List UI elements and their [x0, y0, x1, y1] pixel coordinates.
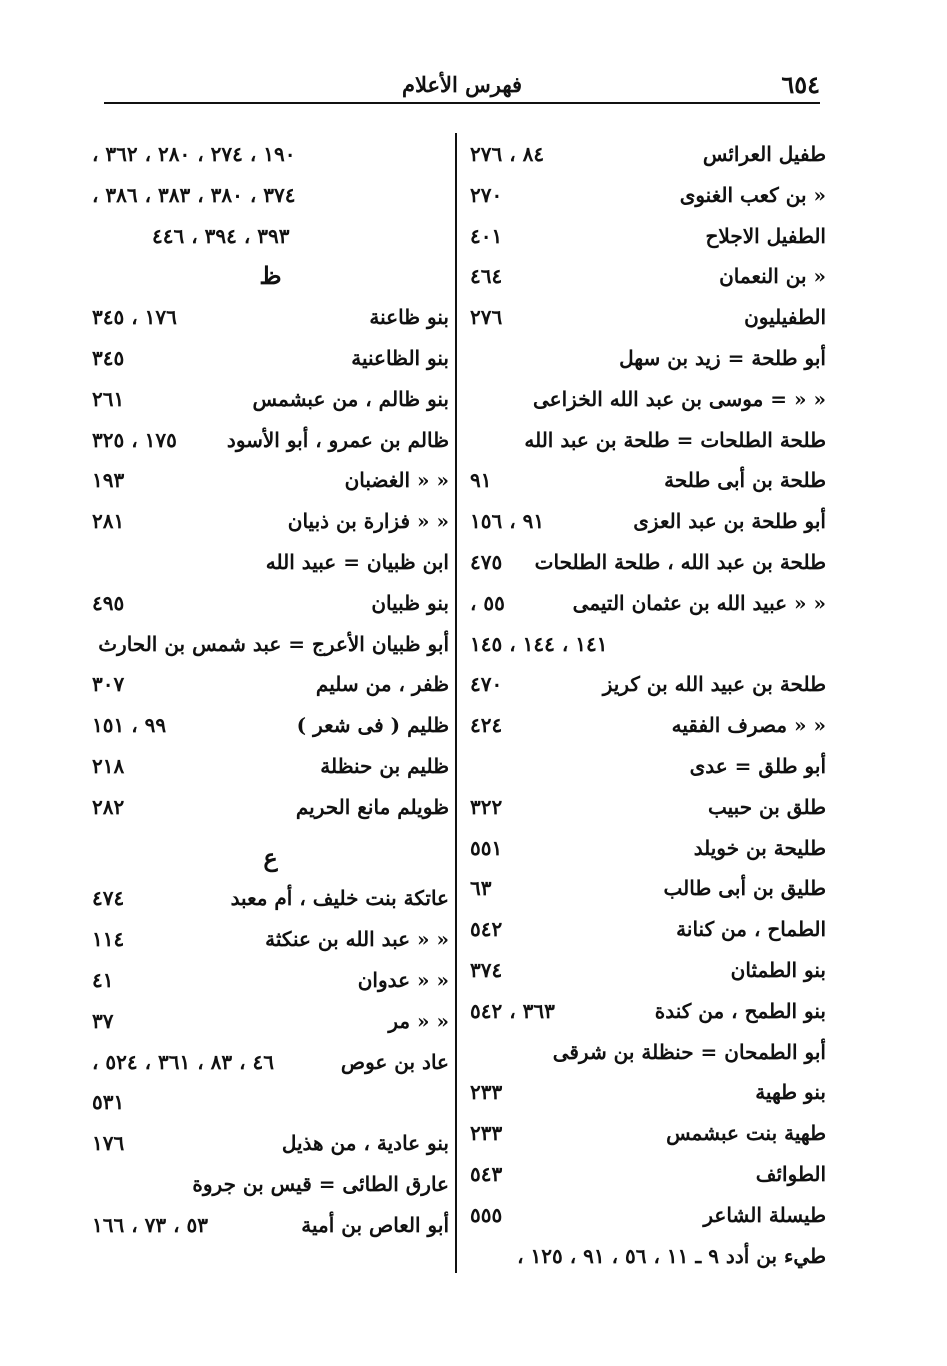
index-entry — [470, 991, 826, 1032]
index-entry — [92, 705, 449, 746]
entry-name: طلق بن حبيب — [707, 794, 826, 819]
entry-pages: ٦٣ — [470, 876, 492, 901]
index-entry — [92, 338, 449, 379]
entry-name: أبو ظبيان الأعرج = عبد شمس بن الحارث — [98, 631, 449, 656]
index-entry — [470, 379, 826, 420]
index-entry — [92, 583, 449, 624]
entry-name: « « عبد الله بن عنكثة — [265, 927, 449, 952]
index-entry — [470, 624, 826, 665]
index-entry — [470, 909, 826, 950]
index-entry — [92, 420, 449, 461]
entry-name: طيسلة الشاعر — [703, 1202, 826, 1227]
entry-name: ظليم بن حنظلة — [320, 753, 449, 778]
index-entry — [92, 460, 449, 501]
entry-name: « « = موسى بن عبد الله الخزاعى — [533, 386, 826, 411]
entry-pages: ٥٤٢ — [470, 917, 503, 942]
index-entry — [92, 1082, 449, 1123]
entry-pages: ٢١٨ — [92, 753, 125, 778]
entry-name: طليق بن أبى طالب — [663, 876, 826, 901]
entry-name: بنو ظاعنة — [369, 305, 449, 330]
index-entry — [92, 1164, 449, 1205]
index-entry — [470, 1236, 826, 1277]
entry-pages: ١٧٥ ، ٣٢٥ — [92, 427, 177, 452]
entry-pages: ٨٤ ، ٢٧٦ — [470, 142, 545, 166]
entry-name: طلحة الطلحات = طلحة بن عبد الله — [524, 427, 826, 452]
index-entry — [92, 787, 449, 828]
index-entry — [470, 1113, 826, 1154]
index-entry — [470, 420, 826, 461]
index-entry — [92, 379, 449, 420]
index-entry — [470, 1032, 826, 1073]
entry-name: الطفيل الاجلاح — [705, 223, 826, 248]
entry-name: ظليم ( فى شعر ) — [296, 713, 449, 738]
section-letter: ع — [263, 842, 278, 872]
entry-name: أبو الطمحان = حنظلة بن شرقى — [552, 1039, 826, 1064]
index-entry — [92, 1001, 449, 1042]
section-letter: ظ — [259, 261, 282, 291]
entry-pages: ٢٣٣ — [470, 1121, 503, 1146]
entry-name: ظالم بن عمرو ، أبو الأسود — [226, 427, 449, 452]
continuation-line: ٣٩٣ ، ٣٩٤ ، ٤٤٦ — [152, 223, 290, 248]
entry-name: « بن كعب الغنوى — [679, 182, 826, 207]
page-number: ٦٥٤ — [781, 70, 820, 99]
entry-pages: ٢٦١ — [92, 386, 125, 411]
index-entry — [92, 624, 449, 665]
entry-pages: ٢٨١ — [92, 509, 125, 534]
entry-name: بنو طهية — [755, 1080, 826, 1105]
entry-pages: ٥٥٥ — [470, 1202, 503, 1227]
entry-pages: ٢٧٠ — [470, 182, 503, 207]
index-entry — [92, 746, 449, 787]
entry-name: « « مر — [388, 1008, 449, 1033]
entry-pages: ٥٥١ — [470, 835, 503, 860]
entry-name: الطفيليون — [744, 305, 826, 330]
entry-pages: ٤٧٠ — [470, 672, 503, 697]
index-entry — [470, 542, 826, 583]
entry-name: أبو طلق = عدى — [689, 753, 826, 778]
entry-pages: ١٩٣ — [92, 468, 125, 493]
index-entry — [470, 828, 826, 869]
index-entry — [92, 1205, 449, 1246]
column-divider — [455, 133, 457, 1273]
index-entry — [92, 919, 449, 960]
entry-pages: ٥٥ ، — [470, 590, 505, 615]
index-entry — [92, 501, 449, 542]
right-column — [470, 134, 826, 1276]
entry-name: ظفر ، من سليم — [315, 672, 449, 697]
entry-name: الطماح ، من كنانة — [676, 917, 826, 942]
entry-name: « بن النعمان — [719, 264, 826, 289]
index-entry — [470, 583, 826, 624]
entry-name: ابن ظبيان = عبيد الله — [265, 549, 449, 574]
entry-name: عاتكة بنت خليف ، أم معبد — [230, 886, 449, 911]
entry-name: أبو طلحة = زيد بن سهل — [619, 345, 826, 370]
entry-pages: ٣٦٣ ، ٥٤٢ — [470, 998, 555, 1023]
entry-pages: ٥٤٣ — [470, 1161, 503, 1186]
index-entry — [470, 664, 826, 705]
running-title: فهرس الأعلام — [401, 72, 523, 97]
entry-name: « « عبيد الله بن عثمان التيمى — [572, 590, 826, 615]
entry-pages: ٩١ ، ١٥٦ — [470, 509, 545, 534]
entry-name: طلحة بن عبد الله ، طلحة الطلحات — [534, 549, 826, 574]
entry-pages: ٢٨٢ — [92, 794, 125, 819]
entry-pages: ٤٦ ، ٨٣ ، ٣٦١ ، ٥٢٤ ، — [92, 1049, 275, 1074]
entry-pages: ٤٧٥ — [470, 549, 503, 574]
index-entry — [470, 868, 826, 909]
entry-name: طلحة بن عبيد الله بن كريز — [602, 672, 826, 697]
entry-name: « « عدوان — [357, 967, 449, 992]
index-entry — [470, 256, 826, 297]
index-entry — [470, 1195, 826, 1236]
index-entry — [470, 338, 826, 379]
entry-name: أبو العاص بن أمية — [301, 1212, 449, 1237]
entry-name: طليحة بن خويلد — [693, 835, 826, 860]
entry-name: بنو ظالم ، من عبشمس — [252, 386, 449, 411]
entry-pages: ٥٣ ، ٧٣ ، ١٦٦ — [92, 1212, 208, 1237]
entry-pages: ٣٧٤ — [470, 957, 503, 982]
index-entry — [92, 1123, 449, 1164]
entry-name: عارق الطائى = قيس بن جروة — [192, 1171, 449, 1196]
entry-pages: ٤٠١ — [470, 223, 503, 248]
entry-pages: ١٧٦ ، ٣٤٥ — [92, 305, 177, 330]
entry-pages: ٤٧٤ — [92, 886, 125, 911]
entry-pages: ١٧٦ — [92, 1131, 125, 1156]
index-entry — [92, 878, 449, 919]
entry-pages: ٢٣٣ — [470, 1080, 503, 1105]
entry-name: بنو الطمثان — [730, 957, 826, 982]
entry-pages: ٩٩ ، ١٥١ — [92, 713, 167, 738]
index-entry — [470, 705, 826, 746]
entry-name: طهية بنت عبشمس — [666, 1121, 826, 1146]
left-column — [92, 134, 449, 1246]
entry-pages: ٣٠٧ — [92, 672, 125, 697]
entry-name: طيء بن أدد ٩ ـ ١١ ، ٥٦ ، ٩١ ، ١٢٥ ، — [517, 1243, 826, 1268]
entry-name: « « مصرف الفقيه — [671, 713, 826, 738]
index-entry — [470, 460, 826, 501]
page-header — [104, 68, 820, 104]
index-entry — [92, 297, 449, 338]
index-entry — [92, 960, 449, 1001]
continuation-line: ٣٧٤ ، ٣٨٠ ، ٣٨٣ ، ٣٨٦ ، — [92, 182, 296, 207]
entry-name: بنو عادية ، من هذيل — [281, 1131, 449, 1156]
entry-name: طفيل العرائس — [702, 142, 826, 166]
entry-name: عاد بن عوص — [340, 1049, 449, 1074]
index-entry — [470, 501, 826, 542]
index-entry — [92, 664, 449, 705]
index-entry — [470, 1154, 826, 1195]
entry-pages: ٩١ — [470, 468, 492, 493]
entry-name: طلحة بن أبى طلحة — [664, 468, 826, 493]
entry-pages: ٥٣١ — [92, 1090, 125, 1115]
entry-pages: ١١٤ — [92, 927, 125, 952]
index-entry — [470, 216, 826, 257]
index-entry — [470, 787, 826, 828]
entry-name: ظويلم مانع الحريم — [295, 794, 449, 819]
entry-pages: ٤١ — [92, 967, 114, 992]
entry-pages: ٤٩٥ — [92, 590, 125, 615]
entry-name: الطوائف — [755, 1161, 826, 1186]
entry-pages: ٤٢٤ — [470, 713, 503, 738]
entry-pages: ٤٦٤ — [470, 264, 503, 289]
index-entry — [470, 950, 826, 991]
entry-name: بنو الظاعنية — [351, 345, 449, 370]
entry-name: « « فزارة بن ذبيان — [287, 509, 449, 534]
entry-pages: ٢٧٦ — [470, 305, 503, 330]
entry-pages: ٣٤٥ — [92, 345, 125, 370]
entry-name: بنو ظبيان — [371, 590, 449, 615]
index-entry — [92, 1042, 449, 1083]
continuation-line: ١٩٠ ، ٢٧٤ ، ٢٨٠ ، ٣٦٢ ، — [92, 142, 296, 166]
entry-pages: ١٤١ ، ١٤٤ ، ١٤٥ — [470, 631, 608, 656]
entry-name: بنو الطمح ، من كندة — [654, 998, 826, 1023]
index-entry — [470, 134, 826, 175]
index-entry — [470, 297, 826, 338]
index-entry — [470, 746, 826, 787]
index-entry — [470, 175, 826, 216]
entry-name: أبو طلحة بن عبد العزى — [633, 509, 826, 534]
index-entry — [470, 1072, 826, 1113]
entry-pages: ٣٧ — [92, 1008, 114, 1033]
entry-pages: ٣٢٢ — [470, 794, 503, 819]
entry-name: « « الغضبان — [344, 468, 449, 493]
index-entry — [92, 542, 449, 583]
